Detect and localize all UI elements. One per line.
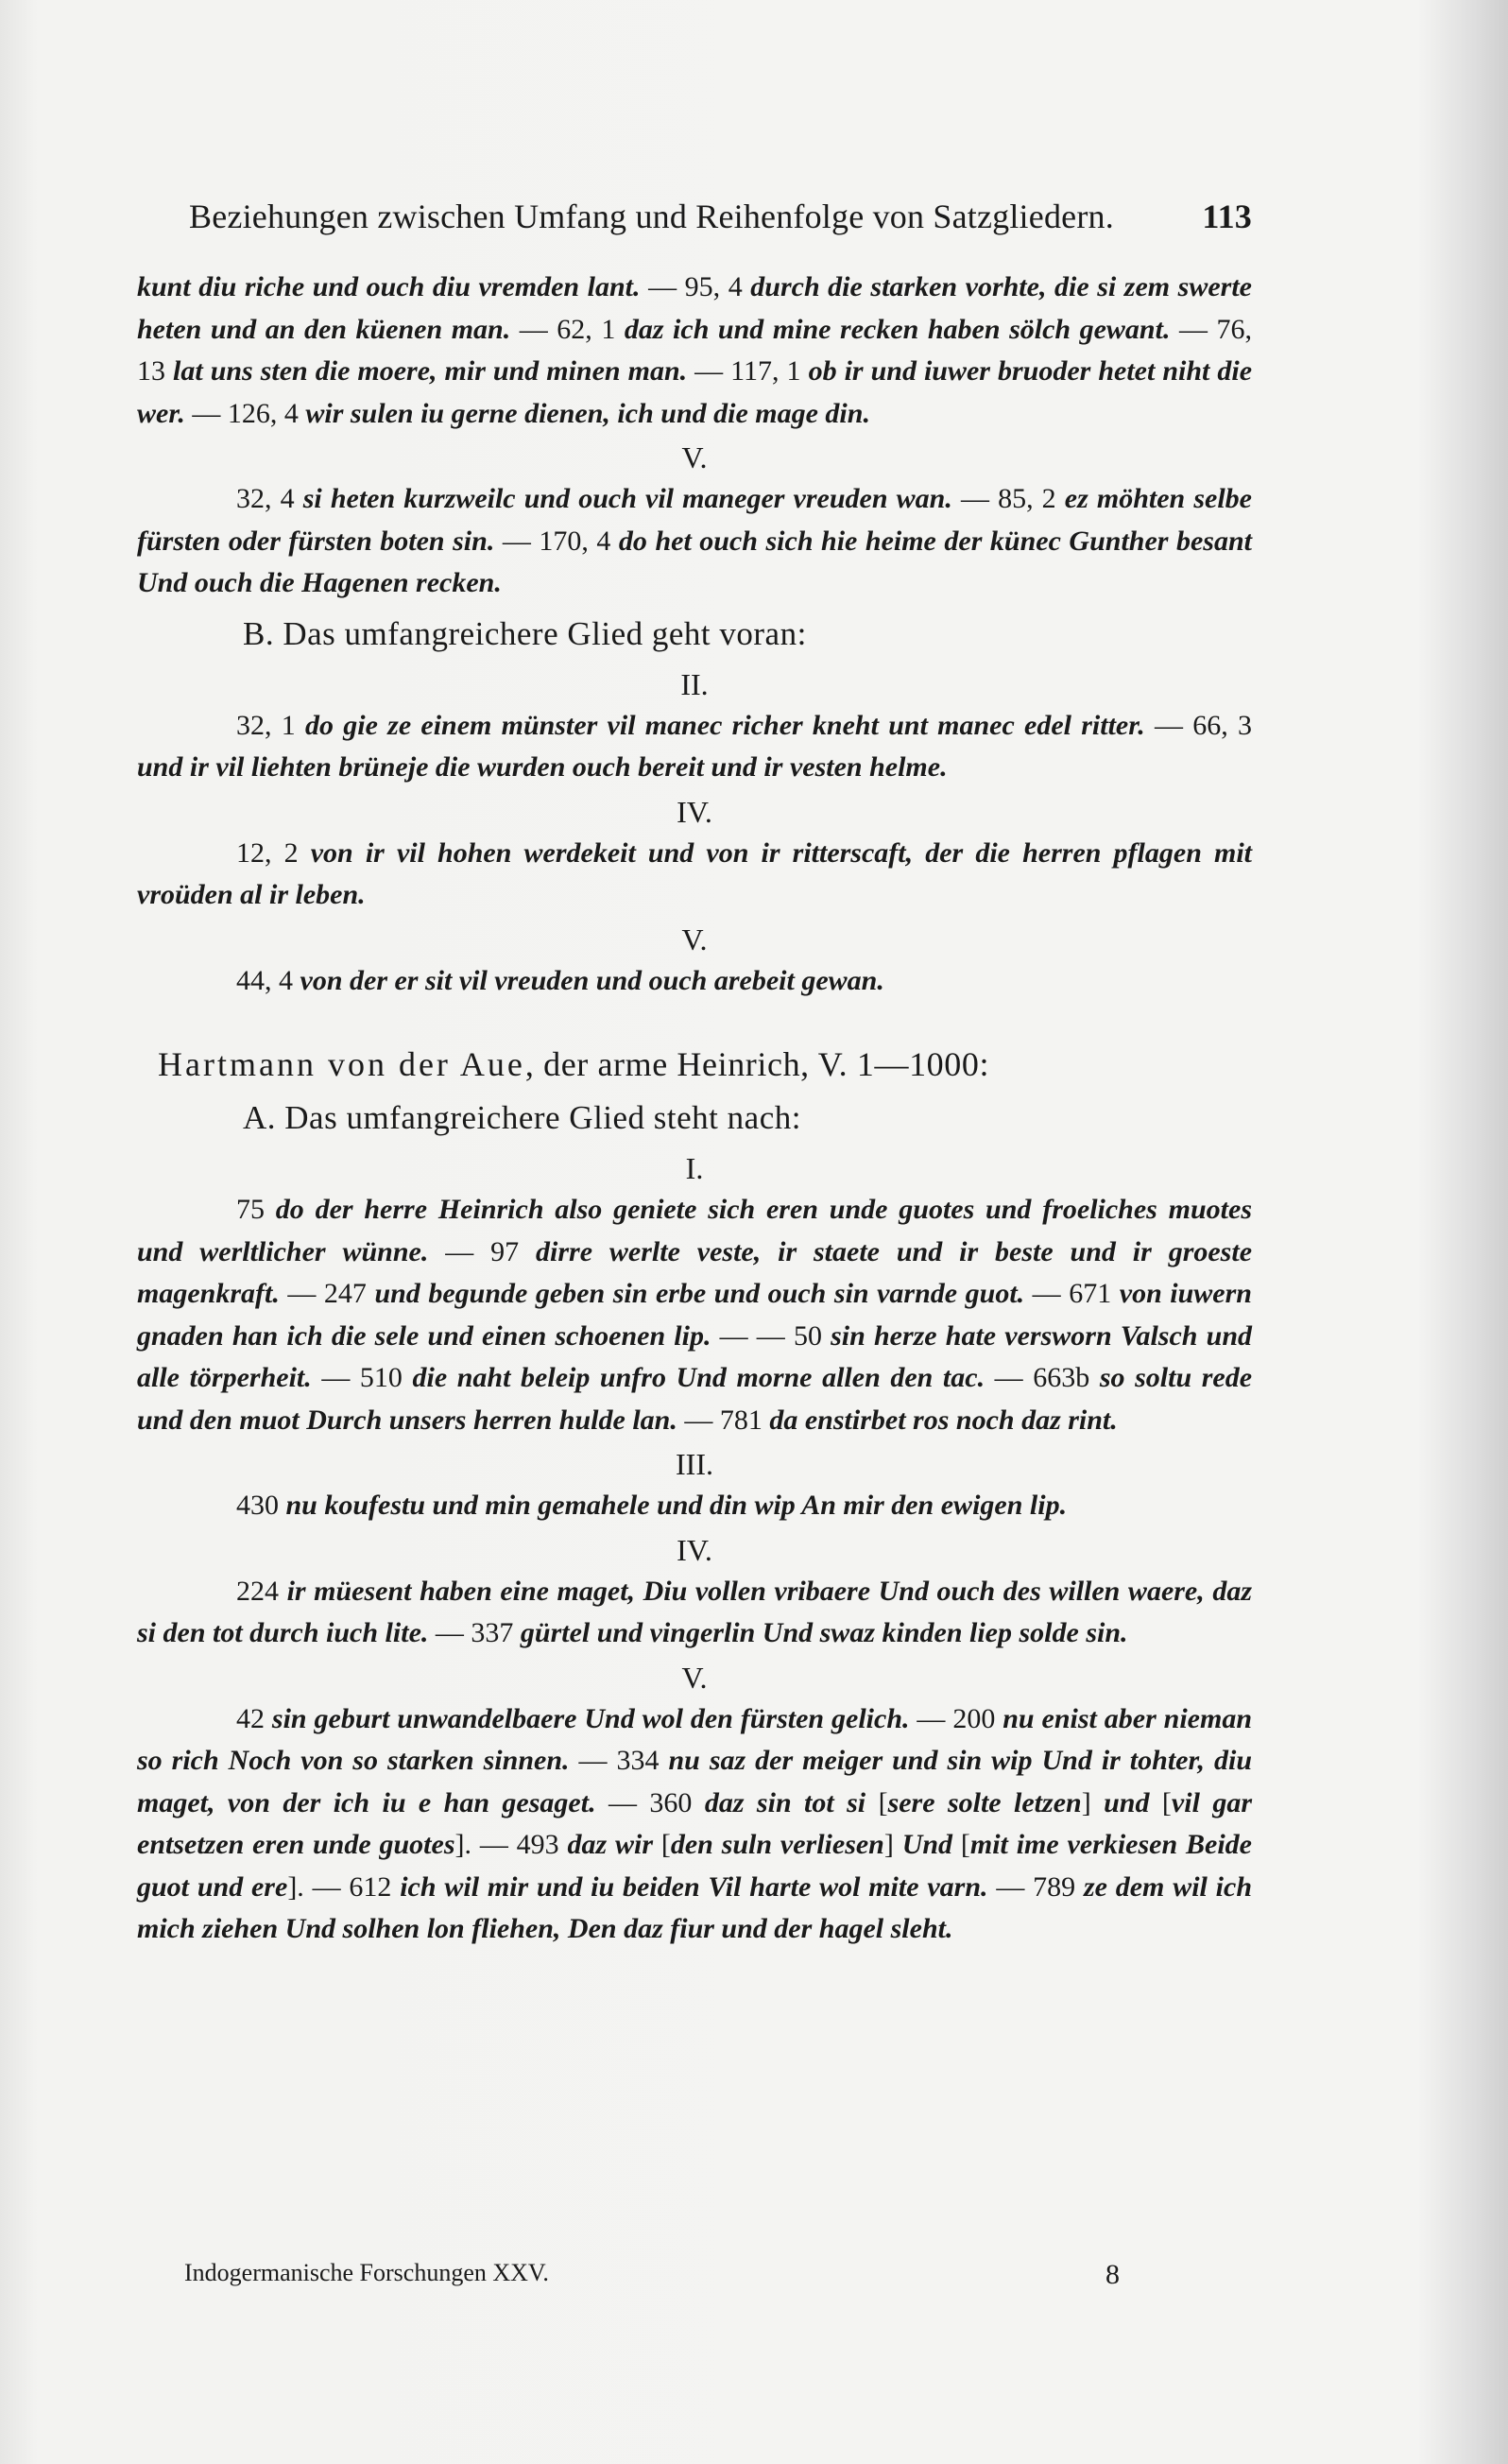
quoted-text: do het ouch sich hie heime der künec Gunther besant Und ouch die Hagenen recken. bbox=[137, 525, 1252, 598]
quoted-text: ob ir und iuwer bruoder hetet niht die wer. bbox=[137, 355, 1253, 429]
quoted-text: und ir vil liehten brüneje die wurden ouch bereit und ir vesten helme. bbox=[137, 751, 948, 783]
section-heading: I. bbox=[685, 1151, 704, 1185]
paragraph bbox=[137, 478, 1252, 605]
quoted-text: do gie ze einem münster vil manec richer kneht unt manec edel ritter. bbox=[305, 709, 1145, 741]
quoted-text: sin herze hate versworn Valsch und alle törperheit. bbox=[137, 1319, 1252, 1393]
verse-reference: [ bbox=[660, 1829, 671, 1860]
verse-reference: ]. — 493 bbox=[454, 1829, 568, 1860]
quoted-text: durch die starken vorhte, die si zem swerte heten und an den küenen man. bbox=[137, 271, 1252, 345]
quoted-text: von der er sit vil vreuden und ouch arebeit gewan. bbox=[300, 964, 884, 996]
verse-reference: — 200 bbox=[909, 1702, 1003, 1734]
paragraph bbox=[137, 960, 1252, 1003]
quoted-text: sere solte letzen bbox=[887, 1786, 1082, 1818]
quoted-text: si heten kurzweilc und ouch vil maneger vreuden wan. bbox=[302, 483, 952, 514]
verse-reference: — 85, 2 bbox=[951, 483, 1065, 514]
section-heading: III. bbox=[676, 1447, 713, 1481]
section-heading: IV. bbox=[677, 1532, 712, 1567]
running-header bbox=[189, 197, 1252, 236]
work-heading bbox=[158, 1040, 1252, 1089]
quoted-text: mit ime verkiesen Beide guot und ere bbox=[137, 1829, 1252, 1903]
section-heading: V. bbox=[681, 1660, 708, 1695]
section-heading: II. bbox=[680, 666, 709, 701]
quoted-text: von iuwern gnaden han ich die sele und einen schoenen lip. bbox=[137, 1278, 1252, 1352]
verse-reference: — 247 bbox=[279, 1278, 375, 1309]
quoted-text: die naht beleip unfro Und morne allen den tac. bbox=[412, 1362, 985, 1393]
section-heading: V. bbox=[681, 922, 708, 956]
verse-reference: — 170, 4 bbox=[494, 525, 619, 557]
verse-reference: ]. — 612 bbox=[287, 1870, 401, 1903]
quoted-text: und begunde geben sin erbe und ouch sin varnde guot. bbox=[374, 1278, 1025, 1309]
paragraph bbox=[137, 1698, 1252, 1951]
header-title: Beziehungen zwischen Umfang und Reihenfolge von Satzgliedern. bbox=[189, 198, 1114, 235]
quoted-text: do der herre Heinrich also geniete sich eren unde guotes und froeliches muotes und werltlicher wünne. bbox=[137, 1194, 1252, 1267]
page-footer bbox=[184, 2259, 1120, 2291]
quoted-text: dirre werlte veste, ir staete und ir beste und ir groeste magenkraft. bbox=[137, 1235, 1253, 1309]
verse-reference: — — 50 bbox=[711, 1319, 831, 1352]
subsection-heading: A. Das umfangreichere Glied steht nach: bbox=[243, 1099, 801, 1136]
quoted-text: nu enist aber nieman so rich Noch von so starken sinnen. bbox=[137, 1702, 1253, 1776]
verse-reference: — 97 bbox=[428, 1235, 537, 1267]
section-heading: V. bbox=[681, 440, 708, 474]
paragraph bbox=[137, 705, 1252, 789]
quoted-text: ez möhten selbe fürsten oder fürsten boten sin. bbox=[137, 483, 1252, 557]
verse-reference: 32, 1 bbox=[236, 709, 305, 741]
verse-reference: — 337 bbox=[428, 1617, 521, 1648]
verse-reference: — 334 bbox=[569, 1745, 669, 1776]
quoted-text: vil gar entsetzen eren unde guotes bbox=[137, 1786, 1252, 1860]
verse-reference: — 126, 4 bbox=[184, 397, 306, 429]
section-heading: IV. bbox=[677, 794, 712, 829]
verse-reference: — 95, 4 bbox=[640, 271, 751, 302]
paragraph bbox=[137, 1189, 1252, 1441]
verse-reference: — 671 bbox=[1024, 1278, 1120, 1309]
quoted-text: daz wir bbox=[567, 1829, 661, 1860]
quoted-text: Und bbox=[901, 1829, 961, 1860]
quoted-text: ir müesent haben eine maget, Diu vollen vribaere Und ouch des willen waere, daz si den tot durch iuch lite. bbox=[137, 1575, 1252, 1648]
verse-reference: — 62, 1 bbox=[510, 313, 625, 345]
quoted-text: wir sulen iu gerne dienen, ich und die mage din. bbox=[305, 397, 870, 429]
quoted-text: da enstirbet ros noch daz rint. bbox=[769, 1404, 1118, 1436]
journal-name: Indogermanische Forschungen XXV. bbox=[184, 2259, 549, 2286]
verse-reference: — 781 bbox=[677, 1404, 770, 1436]
quoted-text: ich wil mir und iu beiden Vil harte wol mite varn. bbox=[400, 1870, 988, 1903]
paragraph bbox=[137, 267, 1252, 435]
quoted-text: so soltu rede und den muot Durch unsers herren hulde lan. bbox=[137, 1362, 1253, 1436]
verse-reference: — 66, 3 bbox=[1144, 709, 1253, 741]
verse-reference: 430 bbox=[236, 1490, 286, 1521]
quoted-text: daz ich und mine recken haben sölch gewant. bbox=[624, 313, 1171, 345]
verse-reference: [ bbox=[1161, 1786, 1172, 1818]
verse-reference: — 117, 1 bbox=[687, 355, 809, 387]
subsection-heading: B. Das umfangreichere Glied geht voran: bbox=[243, 614, 807, 652]
verse-reference: 44, 4 bbox=[236, 964, 300, 996]
quoted-text: und bbox=[1104, 1786, 1162, 1818]
signature-mark: 8 bbox=[1105, 2259, 1120, 2290]
verse-reference: — 663b bbox=[985, 1362, 1100, 1393]
verse-reference: ] bbox=[1081, 1786, 1105, 1818]
verse-reference: 75 bbox=[236, 1194, 276, 1225]
verse-reference: — 789 bbox=[987, 1870, 1084, 1903]
quoted-text: lat uns sten die moere, mir und minen man. bbox=[173, 355, 688, 387]
verse-reference: 32, 4 bbox=[236, 483, 303, 514]
verse-reference: 224 bbox=[236, 1575, 287, 1607]
verse-reference: 42 bbox=[236, 1702, 272, 1734]
verse-reference: [ bbox=[878, 1786, 888, 1818]
quoted-text: daz sin tot si bbox=[704, 1786, 879, 1818]
page-body bbox=[137, 267, 1252, 1951]
verse-reference: [ bbox=[960, 1829, 970, 1860]
quoted-text: von ir vil hohen werdekeit und von ir ritterscaft, der die herren pflagen mit vroüden al ir leben. bbox=[137, 836, 1252, 910]
quoted-text: gürtel und vingerlin Und swaz kinden liep solde sin. bbox=[520, 1617, 1128, 1648]
verse-reference: — 510 bbox=[311, 1362, 413, 1393]
author-name: Hartmann von der Aue bbox=[158, 1045, 525, 1083]
verse-reference: — 360 bbox=[595, 1786, 705, 1818]
verse-reference: 12, 2 bbox=[236, 836, 311, 869]
quoted-text: sin geburt unwandelbaere Und wol den fürsten gelich. bbox=[271, 1702, 910, 1734]
work-title: , der arme Heinrich, V. 1—1000: bbox=[524, 1045, 990, 1083]
page-number: 113 bbox=[1202, 198, 1252, 235]
quoted-text: den suln verliesen bbox=[670, 1829, 884, 1860]
paragraph bbox=[137, 833, 1252, 917]
paragraph bbox=[137, 1485, 1252, 1527]
quoted-text: ze dem wil ich mich ziehen Und solhen lon fliehen, Den daz fiur und der hagel sleht. bbox=[137, 1870, 1253, 1944]
quoted-text: nu koufestu und min gemahele und din wip An mir den ewigen lip. bbox=[285, 1490, 1068, 1521]
paragraph bbox=[137, 1571, 1252, 1655]
quoted-text: nu saz der meiger und sin wip Und ir tohter, diu maget, von der ich iu e han gesaget. bbox=[137, 1745, 1253, 1818]
verse-reference: — 76, 13 bbox=[137, 313, 1253, 387]
verse-reference: ] bbox=[883, 1829, 902, 1860]
quoted-text: kunt diu riche und ouch diu vremden lant. bbox=[137, 271, 641, 302]
